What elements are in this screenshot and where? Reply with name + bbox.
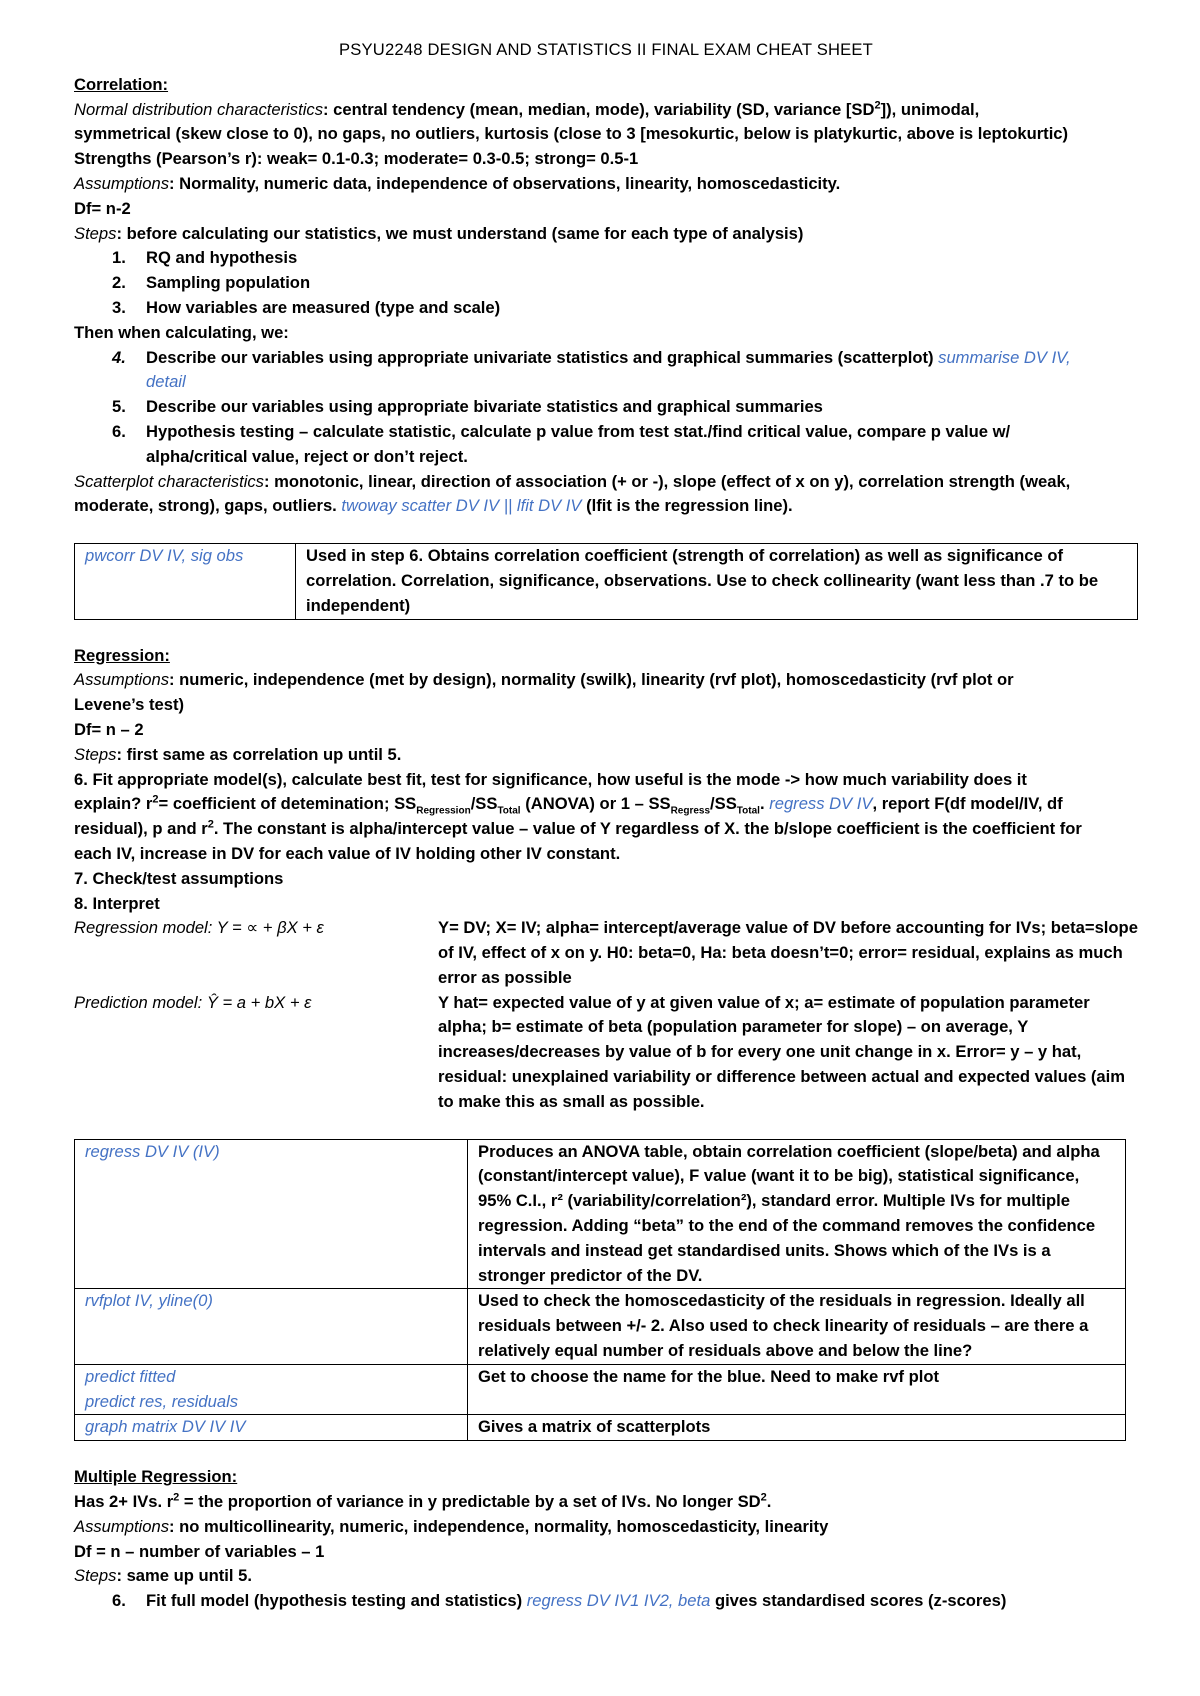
regression-model-row <box>74 916 1138 990</box>
regression-command-table <box>74 1139 1126 1442</box>
multiple-df: Df = n – number of variables – 1 <box>74 1541 325 1561</box>
list-item: 4. Describe our variables using appropriate univariate statistics and graphical summaries (scatterplot) summarise DV IV, detail <box>112 347 1071 392</box>
step7-line: 7. Check/test assumptions <box>74 868 284 888</box>
correlation-section <box>74 73 1138 620</box>
document-page <box>74 38 1138 1614</box>
page-title: PSYU2248 DESIGN AND STATISTICS II FINAL EXAM CHEAT SHEET <box>338 40 874 59</box>
command-cell: regress DV IV (IV) <box>75 1139 468 1289</box>
step6-line-a: 6. Fit appropriate model(s), calculate best fit, test for significance, how useful is the mode -> how much variability does it <box>74 769 1027 789</box>
scatterplot-line-2: moderate, strong), gaps, outliers. twoway scatter DV IV || lfit DV IV (lfit is the regression line). <box>74 496 793 516</box>
regression-heading: Regression: <box>74 645 170 665</box>
regression-steps: Steps: first same as correlation up until 5. <box>74 744 402 764</box>
scatterplot-line: Scatterplot characteristics: monotonic, linear, direction of association (+ or -), slope (effect of x on y), correlation strength (weak, <box>74 471 1071 491</box>
list-item: 5. Describe our variables using appropriate bivariate statistics and graphical summaries <box>112 397 823 417</box>
regression-section <box>74 644 1138 1442</box>
multiple-steps-list <box>74 1589 1138 1614</box>
strengths-line: Strengths (Pearson’s r): weak= 0.1-0.3; moderate= 0.3-0.5; strong= 0.5-1 <box>74 149 639 169</box>
table-row <box>75 1364 1126 1415</box>
calc-steps-list <box>74 346 1138 470</box>
correlation-steps: Steps: before calculating our statistics, we must understand (same for each type of analysis) <box>74 223 804 243</box>
regression-assumptions: Assumptions: numeric, independence (met by design), normality (swilk), linearity (rvf plot), homoscedasticity (rvf plot or <box>74 670 1014 690</box>
prediction-model-row <box>74 991 1138 1115</box>
regression-model-label: Regression model: Y = ∝ + βX + ε <box>74 918 324 938</box>
multiple-regression-heading: Multiple Regression: <box>74 1467 238 1487</box>
list-item: 6. Fit full model (hypothesis testing and statistics) regress DV IV1 IV2, beta gives standardised scores (z-scores) <box>112 1591 1007 1611</box>
multiple-steps: Steps: same up until 5. <box>74 1566 252 1586</box>
step6-line-d: each IV, increase in DV for each value of IV holding other IV constant. <box>74 843 621 863</box>
regression-model-desc: Y= DV; X= IV; alpha= intercept/average value of DV before accounting for IVs; beta=slope of IV, effect of x on y. H0: beta=0, Ha: beta doesn’t=0; error= residual, explains as much error as possible <box>438 918 1138 987</box>
prediction-model-label: Prediction model: Ŷ = a + bX + ε <box>74 992 312 1012</box>
correlation-command-table <box>74 543 1138 619</box>
multiple-has-line: Has 2+ IVs. $r^2$ = the proportion of variance in y predictable by a set of IVs. No longer $SD^2$. <box>74 1491 772 1512</box>
steps-list <box>74 246 1138 320</box>
normal-distribution-line: Normal distribution characteristics: central tendency (mean, median, mode), variability (SD, variance $[SD^2]$), unimodal, <box>74 99 980 119</box>
description-cell: Used in step 6. Obtains correlation coefficient (strength of correlation) as well as significance of correlation. Correlation, significance, observations. Use to check collinearity (want less than .7 to be independent) <box>296 544 1138 619</box>
correlation-heading: Correlation: <box>74 74 169 94</box>
prediction-model-desc: Y hat= expected value of y at given value of x; a= estimate of population parameter alpha; b= estimate of beta (population parameter for slope) – on average, Y increases/decreases by value of b for every one unit change in x. Error= y – y hat, residual: unexplained variability or difference between actual and expected values (aim to make this as small as possible. <box>438 992 1126 1111</box>
regression-df: Df= n – 2 <box>74 719 144 739</box>
step6-line-b: explain? $r^2=$ coefficient of detemination; $SS_{Regression}/SS_{Total}$ (ANOVA) or $1 - SS_{Regress}/SS_{Total}$. regress DV IV, report F(df model/IV, df <box>74 793 1063 817</box>
table-row <box>75 1139 1126 1289</box>
multiple-regression-section <box>74 1465 1138 1614</box>
description-cell: Produces an ANOVA table, obtain correlation coefficient (slope/beta) and alpha (constant/intercept value), F value (want it to be big), statistical significance, 95% C.I., r² (variability/correlation²), standard error. Multiple IVs for multiple regression. Adding “beta” to the end of the command removes the confidence intervals and instead get standardised units. Shows which of the IVs is a stronger predictor of the DV. <box>468 1139 1126 1289</box>
description-cell: Gives a matrix of scatterplots <box>468 1415 1126 1441</box>
description-cell: Get to choose the name for the blue. Need to make rvf plot <box>468 1364 1126 1415</box>
description-cell: Used to check the homoscedasticity of the residuals in regression. Ideally all residuals between +/- 2. Also used to check linearity of residuals – are there a relatively equal number of residuals above and below the line? <box>468 1289 1126 1364</box>
multiple-assumptions: Assumptions: no multicollinearity, numeric, independence, normality, homoscedasticity, linearity <box>74 1516 829 1536</box>
regression-assumptions-2: Levene’s test) <box>74 695 185 715</box>
list-item: 3. How variables are measured (type and scale) <box>112 297 501 317</box>
step6-line-c: residual), p and $r^2$. The constant is alpha/intercept value – value of Y regardless of X. the b/slope coefficient is the coefficient for <box>74 818 1082 839</box>
table-row <box>75 1415 1126 1441</box>
table-row <box>75 544 1138 619</box>
normal-distribution-line-2: symmetrical (skew close to 0), no gaps, no outliers, kurtosis (close to 3 [mesokurtic, below is platykurtic, above is leptokurtic) <box>74 124 1069 144</box>
correlation-assumptions: Assumptions: Normality, numeric data, independence of observations, linearity, homoscedasticity. <box>74 173 841 193</box>
correlation-df: Df= n-2 <box>74 198 131 218</box>
list-item: 6. Hypothesis testing – calculate statistic, calculate p value from test stat./find critical value, compare p value w/ alpha/critical value, reject or don’t reject. <box>112 421 1011 466</box>
command-cell: rvfplot IV, yline(0) <box>75 1289 468 1364</box>
then-line: Then when calculating, we: <box>74 322 289 342</box>
command-cell: graph matrix DV IV IV <box>75 1415 468 1441</box>
command-cell: pwcorr DV IV, sig obs <box>75 544 296 619</box>
table-row <box>75 1289 1126 1364</box>
step8-line: 8. Interpret <box>74 893 160 913</box>
list-item: 1. RQ and hypothesis <box>112 248 298 268</box>
command-cell: predict fitted predict res, residuals <box>75 1364 468 1415</box>
list-item: 2. Sampling population <box>112 273 311 293</box>
